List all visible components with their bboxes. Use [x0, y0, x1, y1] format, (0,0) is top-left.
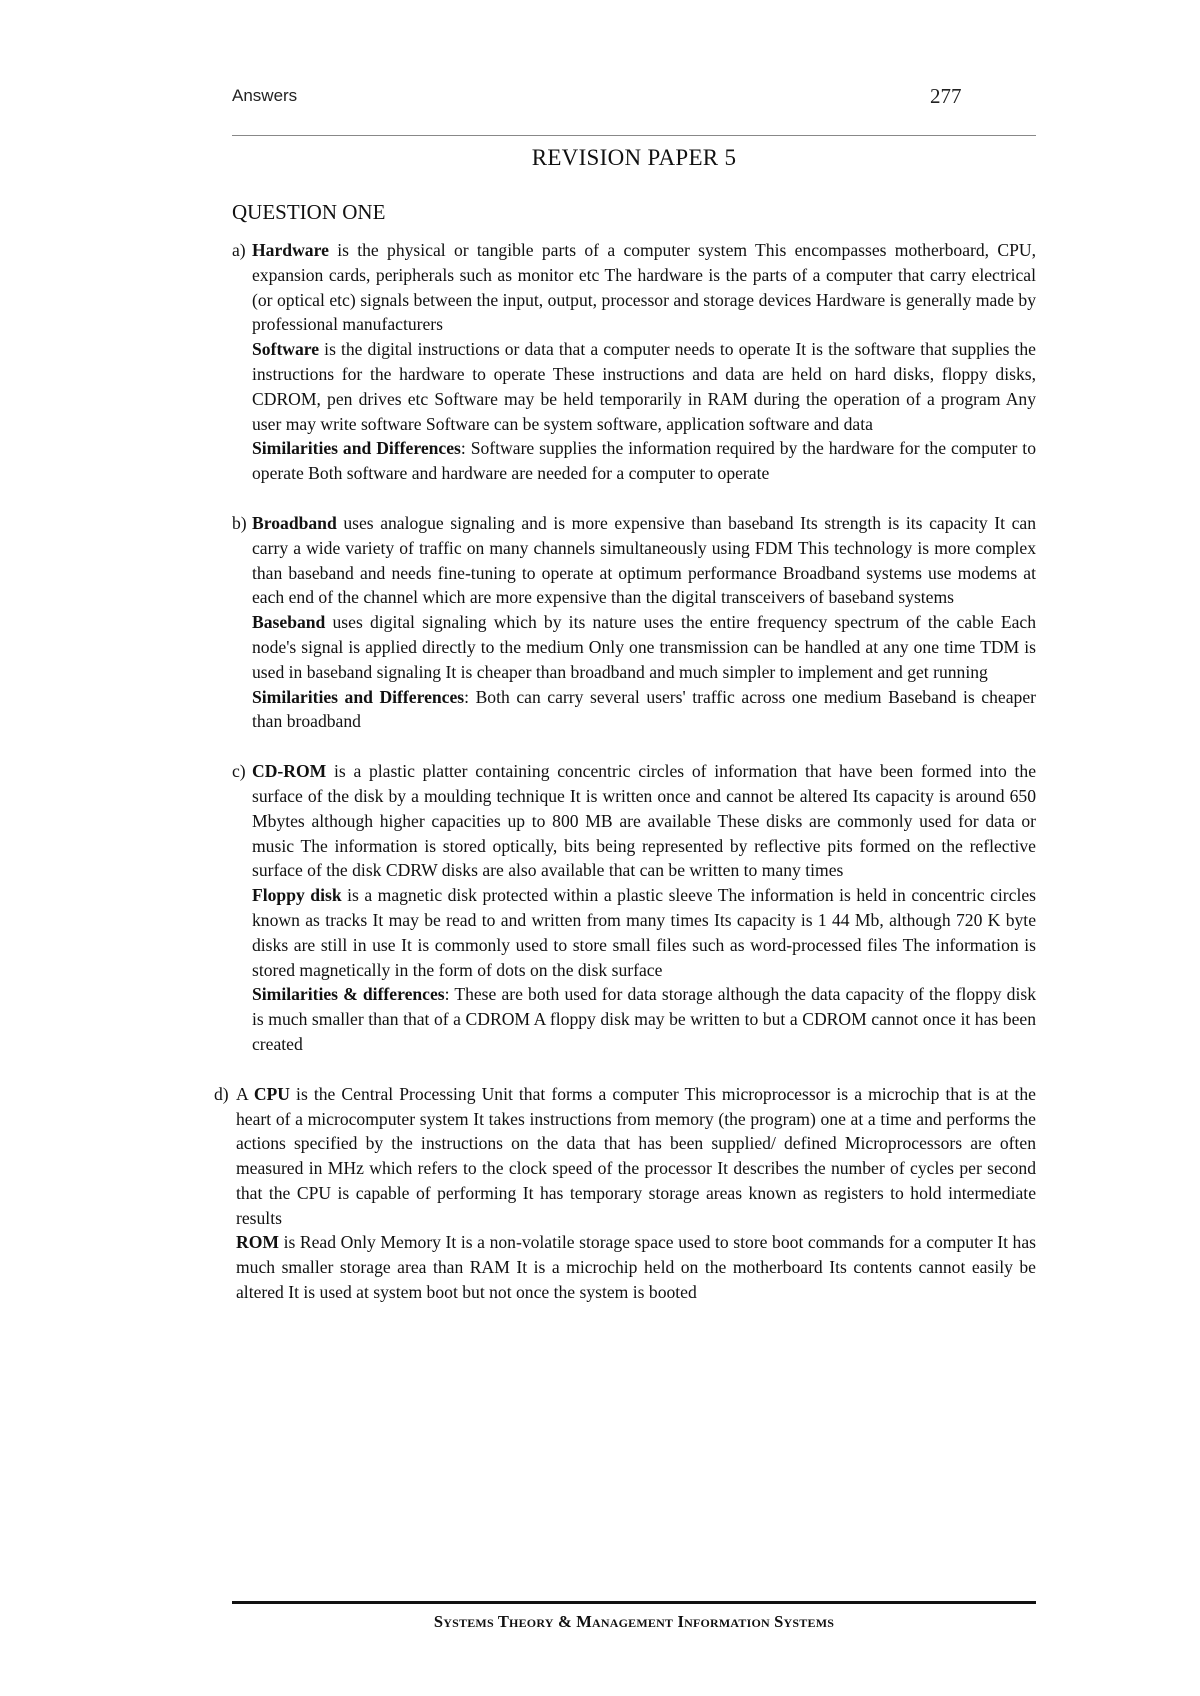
running-header-section: Answers: [232, 86, 298, 105]
term-floppy-disk: Floppy disk: [252, 885, 342, 906]
paragraph-software: [252, 337, 1036, 436]
term-similarities: Similarities and Differences: [252, 686, 465, 707]
paragraph-cpu: [236, 1082, 1036, 1231]
item-marker: c): [232, 761, 246, 782]
paragraph-text: uses digital signaling which by its nature uses the entire frequency spectrum of the cable Each node's signal is applied directly to the medium Only one transmission can be handled at any one time TDM is used in baseband signaling It is cheaper than broadband and much simpler to implement and get running: [252, 612, 1036, 682]
paragraph-text: is a plastic platter containing concentric circles of information that have been formed into the surface of the disk by a moulding technique It is written once and cannot be altered Its capacity is around 650 Mbytes although higher capacities up to 800 MB are available These disks are commonly used for data or music The information is stored optically, bits being represented by reflective pits formed on the reflective surface of the disk CDRW disks are also available that can be written to many times: [252, 761, 1036, 881]
paragraph-text: is Read Only Memory It is a non-volatile storage space used to store boot commands for a computer It has much smaller storage area than RAM It is a microchip held on the motherboard Its contents cannot easily be altered It is used at system boot but not once the system is booted: [236, 1232, 1036, 1303]
paragraph-text: is the digital instructions or data that a computer needs to operate It is the software that supplies the instructions for the hardware to operate These instructions and data are held on hard disks, floppy disks, CDROM, pen drives etc Software may be held temporarily in RAM during the operation of a program Any user may write software Software can be system software, application software and data: [252, 339, 1036, 434]
paragraph-hardware: [252, 238, 1036, 337]
paragraph-text: is the physical or tangible parts of a computer system This encompasses motherboard, CPU, expansion cards, peripherals such as monitor etc The hardware is the parts of a computer that carry electrical (or optical etc) signals between the input, output, processor and storage devices Hardware is generally made by professional manufacturers: [252, 240, 1036, 335]
term-hardware: Hardware: [252, 240, 329, 260]
term-similarities: Similarities and Differences: [252, 438, 461, 459]
paragraph-text: : Software supplies the information required by the hardware for the computer to operate Both software and hardware are needed for a computer to operate: [252, 438, 1036, 484]
running-footer: Systems Theory & Management Information Systems: [433, 1612, 835, 1631]
answer-item-d: [214, 1082, 1036, 1305]
paragraph-baseband: [252, 610, 1036, 684]
paragraph-similarities: [252, 982, 1036, 1056]
page-number: 277: [930, 84, 962, 108]
answer-item-c: [232, 759, 1036, 1057]
term-rom: ROM: [236, 1232, 279, 1253]
paragraph-similarities: [252, 685, 1036, 735]
paragraph-similarities: [252, 436, 1036, 486]
footer-rule: [232, 1601, 1036, 1604]
paragraph-broadband: [252, 511, 1036, 610]
paragraph-text: : These are both used for data storage although the data capacity of the floppy disk is much smaller than that of a CDROM A floppy disk may be written to but a CDROM cannot once it has been created: [252, 984, 1036, 1054]
answer-item-a: [232, 238, 1036, 486]
paragraph-text: A: [236, 1083, 254, 1104]
header-rule: [232, 135, 1036, 136]
term-software: Software: [252, 339, 320, 360]
paragraph-rom: [236, 1230, 1036, 1304]
term-broadband: Broadband: [252, 512, 337, 533]
term-cd-rom: CD-ROM: [252, 761, 327, 782]
item-marker: d): [214, 1083, 229, 1104]
spacer: [232, 734, 1036, 759]
term-baseband: Baseband: [252, 612, 326, 633]
paragraph-text: : Both can carry several users' traffic across one medium Baseband is cheaper than broadband: [252, 686, 1036, 732]
spacer: [232, 1057, 1036, 1082]
paragraph-text: is a magnetic disk protected within a plastic sleeve The information is held in concentric circles known as tracks It may be read to and written from many times Its capacity is 1 44 Mb, although 720 K byte disks are still in use It is commonly used to store small files such as word-processed files The information is stored magnetically in the form of dots on the disk surface: [252, 885, 1036, 980]
question-heading: QUESTION ONE: [232, 200, 386, 224]
paragraph-text: uses analogue signaling and is more expensive than baseband Its strength is its capacity It can carry a wide variety of traffic on many channels simultaneously using FDM This technology is more complex than baseband and needs fine-tuning to operate at optimum performance Broadband systems use modems at each end of the channel which are more expensive than the digital transceivers of baseband systems: [252, 512, 1036, 608]
answer-body: [214, 238, 1036, 1305]
term-cpu: CPU: [253, 1083, 290, 1104]
page-title: REVISION PAPER 5: [531, 145, 737, 170]
paragraph-cd-rom: [252, 759, 1036, 883]
item-marker: a): [232, 240, 246, 260]
spacer: [232, 486, 1036, 511]
answer-item-b: [232, 511, 1036, 734]
paragraph-text: is the Central Processing Unit that forms a computer This microprocessor is a microchip that is at the heart of a microcomputer system It takes instructions from memory (the program) one at a time and performs the actions specified by the instructions on the data that has been supplied/ defined Microprocessors are often measured in MHz which refers to the clock speed of the processor It describes the number of cycles per second that the CPU is capable of performing It has temporary storage areas known as registers to hold intermediate results: [236, 1083, 1036, 1228]
paragraph-floppy-disk: [252, 883, 1036, 982]
term-similarities: Similarities & differences: [252, 984, 445, 1005]
item-marker: b): [232, 512, 247, 533]
